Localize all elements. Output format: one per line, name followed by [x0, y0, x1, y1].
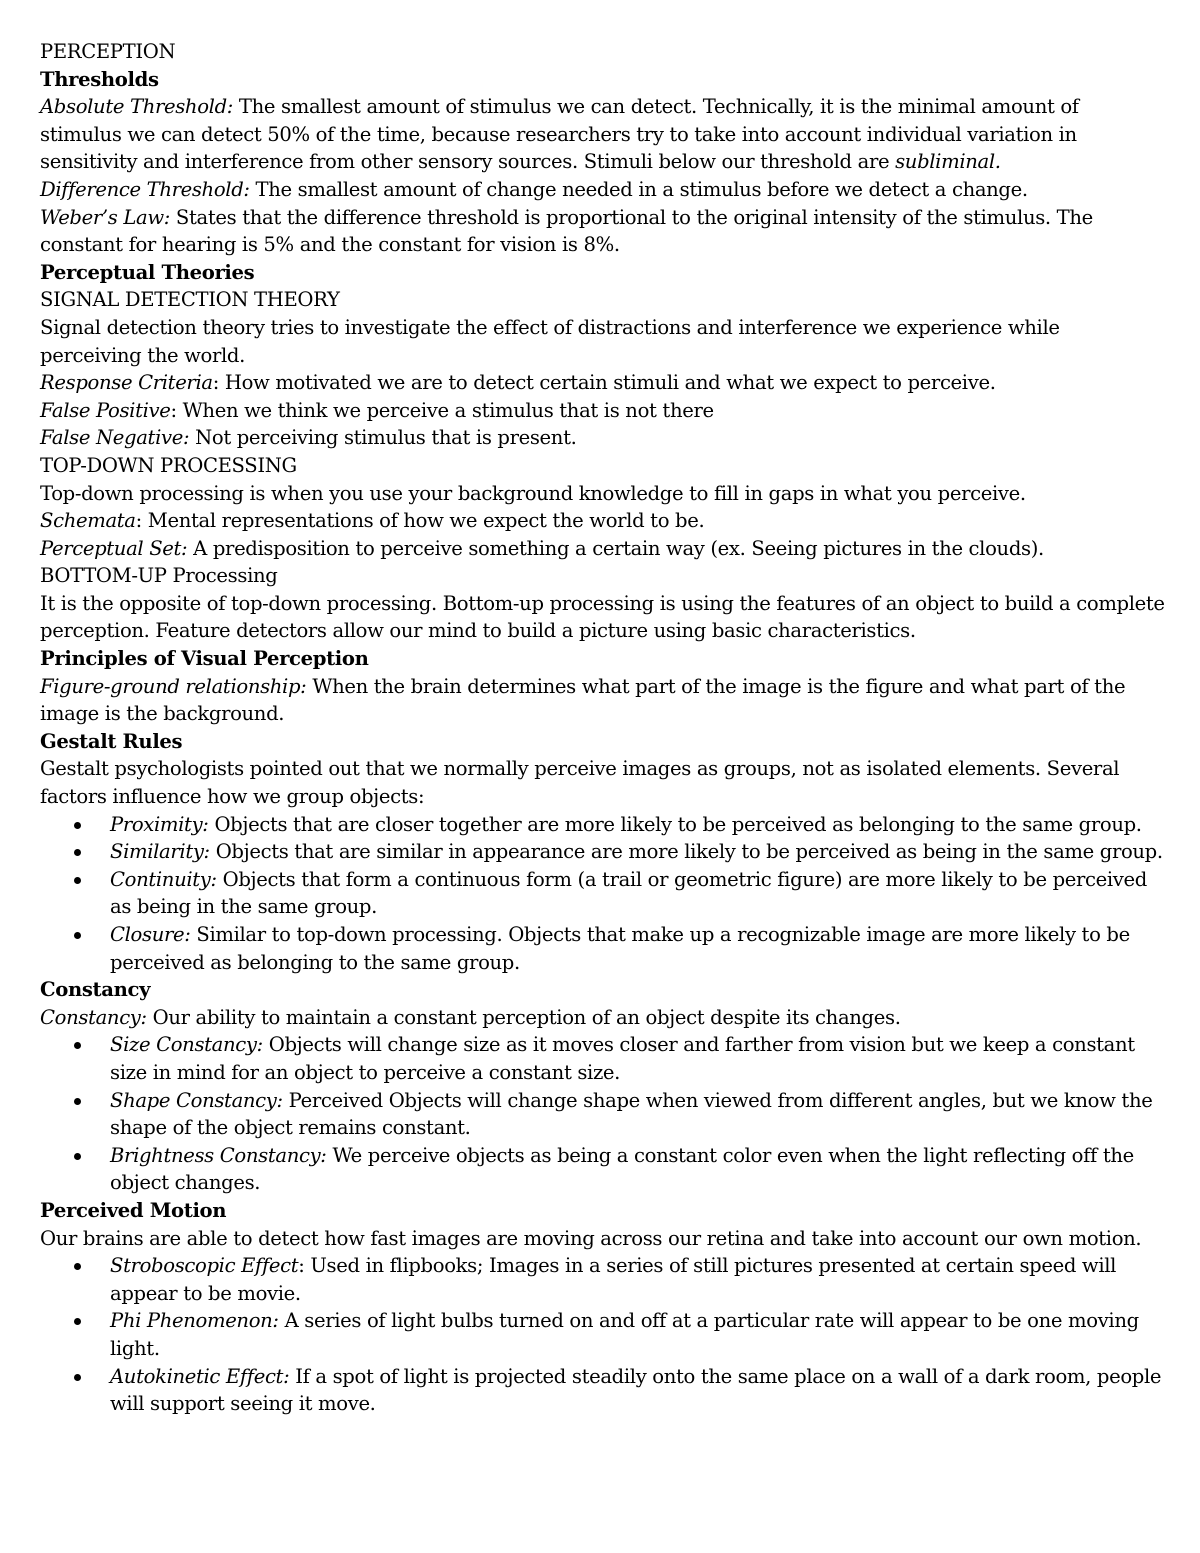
figure-ground-text: When the brain determines what part of the image is the figure and what part of the image is the background.: [40, 674, 1126, 726]
signal-detection-heading: SIGNAL DETECTION THEORY: [40, 288, 340, 312]
motion-list: [40, 1252, 1165, 1418]
list-item: [110, 811, 1165, 839]
list-item: [110, 1031, 1165, 1086]
list-item-text: : Used in flipbooks; Images in a series of still pictures presented at certain speed will appear to be movie.: [110, 1254, 1117, 1305]
bullet-icon: [74, 1263, 81, 1270]
bottom-up-text: It is the opposite of top-down processing. Bottom-up processing is using the features of an object to build a complete perception. Feature detectors allow our mind to build a picture using basic characteristics.: [40, 591, 1165, 643]
gestalt-list: [40, 811, 1165, 977]
bottom-up-heading: BOTTOM-UP Processing: [40, 564, 278, 588]
bullet-icon: [74, 932, 81, 939]
bullet-icon: [74, 1098, 81, 1105]
absolute-threshold-text: The smallest amount of stimulus we can detect. Technically, it is the minimal amount of stimulus we can detect 50% of the time, because researchers try to take into account individual variation in sensitivity and interference from other sensory sources. Stimuli below our threshold are: [40, 95, 1079, 174]
bullet-icon: [74, 849, 81, 856]
list-item: [110, 1363, 1165, 1418]
list-item-term: Closure:: [110, 923, 191, 946]
list-item-text: Objects will change size as it moves closer and farther from vision but we keep a constant size in mind for an object to perceive a constant size.: [110, 1033, 1135, 1084]
response-criteria-paragraph: [40, 369, 1165, 397]
webers-law-paragraph: [40, 204, 1165, 259]
difference-threshold-term: Difference Threshold:: [40, 177, 250, 201]
list-item-text: If a spot of light is projected steadily onto the same place on a wall of a dark room, people will support seeing it move.: [110, 1364, 1162, 1416]
bullet-icon: [74, 1374, 81, 1381]
false-positive-paragraph: [40, 397, 1165, 425]
list-item-text: Objects that are similar in appearance are more likely to be perceived as being in the same group.: [209, 840, 1163, 864]
schemata-paragraph: [40, 507, 1165, 535]
constancy-text: Our ability to maintain a constant perception of an object despite its changes.: [146, 1005, 901, 1029]
false-negative-text: Not perceiving stimulus that is present.: [189, 426, 577, 450]
figure-ground-term: Figure-ground relationship:: [40, 674, 307, 698]
perceptual-set-paragraph: [40, 535, 1165, 563]
difference-threshold-paragraph: [40, 176, 1165, 204]
schemata-text: : Mental representations of how we expect the world to be.: [135, 509, 705, 533]
list-item-term: Phi Phenomenon:: [110, 1309, 279, 1333]
list-item-term: Autokinetic Effect:: [110, 1364, 290, 1388]
document-title: PERCEPTION: [40, 40, 176, 63]
list-item: [110, 1307, 1165, 1362]
difference-threshold-text: The smallest amount of change needed in a stimulus before we detect a change.: [249, 177, 1028, 201]
bullet-icon: [74, 1153, 81, 1160]
thresholds-heading: Thresholds: [40, 67, 159, 91]
list-item-term: Similarity:: [110, 840, 210, 864]
gestalt-intro: Gestalt psychologists pointed out that we normally perceive images as groups, not as isolated elements. Several factors influence how we group objects:: [40, 757, 1120, 809]
absolute-threshold-paragraph: [40, 93, 1165, 176]
webers-law-text: States that the difference threshold is proportional to the original intensity of the stimulus. The constant for hearing is 5% and the constant for vision is 8%.: [40, 205, 1093, 257]
bullet-icon: [74, 1042, 81, 1049]
perceptual-theories-heading: Perceptual Theories: [40, 260, 255, 284]
list-item: [110, 866, 1165, 921]
list-item-text: We perceive objects as being a constant color even when the light reflecting off the object changes.: [110, 1143, 1134, 1195]
false-negative-paragraph: [40, 424, 1165, 452]
response-criteria-text: : How motivated we are to detect certain stimuli and what we expect to perceive.: [212, 371, 996, 395]
list-item-text: Similar to top-down processing. Objects that make up a recognizable image are more likely to be perceived as belonging to the same group.: [110, 923, 1130, 974]
constancy-term: Constancy:: [40, 1005, 147, 1029]
visual-principles-heading: Principles of Visual Perception: [40, 647, 369, 671]
absolute-threshold-term: Absolute Threshold:: [40, 95, 234, 119]
list-item-term: Continuity:: [110, 867, 217, 891]
constancy-definition: [40, 1004, 1165, 1032]
list-item: [110, 1142, 1165, 1197]
bullet-icon: [74, 877, 81, 884]
signal-detection-text: Signal detection theory tries to investigate the effect of distractions and interference we experience while perceiving the world.: [40, 315, 1060, 367]
document-page: [40, 38, 1165, 1418]
gestalt-heading: Gestalt Rules: [40, 729, 183, 753]
list-item: [110, 838, 1165, 866]
list-item-term: Brightness Constancy:: [110, 1143, 327, 1167]
false-positive-text: : When we think we perceive a stimulus that is not there: [170, 398, 714, 422]
top-down-text: Top-down processing is when you use your background knowledge to fill in gaps in what you perceive.: [40, 481, 1026, 505]
list-item: [110, 921, 1165, 976]
list-item-text: Objects that are closer together are more likely to be perceived as belonging to the same group.: [208, 812, 1142, 836]
bullet-icon: [74, 822, 81, 829]
subliminal-term: subliminal.: [895, 150, 1001, 174]
list-item-term: Stroboscopic Effect: [110, 1254, 299, 1278]
list-item: [110, 1252, 1165, 1307]
perceived-motion-intro: Our brains are able to detect how fast images are moving across our retina and take into account our own motion.: [40, 1226, 1142, 1250]
list-item-text: Perceived Objects will change shape when viewed from different angles, but we know the shape of the object remains constant.: [110, 1088, 1153, 1140]
list-item-term: Size Constancy:: [110, 1033, 263, 1057]
top-down-heading: TOP-DOWN PROCESSING: [40, 453, 297, 477]
figure-ground-paragraph: [40, 673, 1165, 728]
list-item-term: Proximity:: [110, 812, 209, 836]
webers-law-term: Weber’s Law:: [40, 205, 171, 229]
bullet-icon: [74, 1318, 81, 1325]
list-item: [110, 1087, 1165, 1142]
false-negative-term: False Negative:: [40, 426, 190, 450]
constancy-list: [40, 1031, 1165, 1197]
response-criteria-term: Response Criteria: [40, 371, 213, 395]
list-item-term: Shape Constancy:: [110, 1088, 283, 1112]
list-item-text: A series of light bulbs turned on and off at a particular rate will appear to be one moving light.: [110, 1309, 1139, 1360]
constancy-heading: Constancy: [40, 978, 151, 1002]
schemata-term: Schemata: [40, 509, 136, 533]
perceived-motion-heading: Perceived Motion: [40, 1198, 227, 1222]
perceptual-set-text: A predisposition to perceive something a certain way (ex. Seeing pictures in the clouds).: [187, 536, 1044, 560]
perceptual-set-term: Perceptual Set:: [40, 536, 188, 560]
false-positive-term: False Positive: [40, 398, 171, 422]
list-item-text: Objects that form a continuous form (a trail or geometric figure) are more likely to be perceived as being in the same group.: [110, 867, 1147, 919]
